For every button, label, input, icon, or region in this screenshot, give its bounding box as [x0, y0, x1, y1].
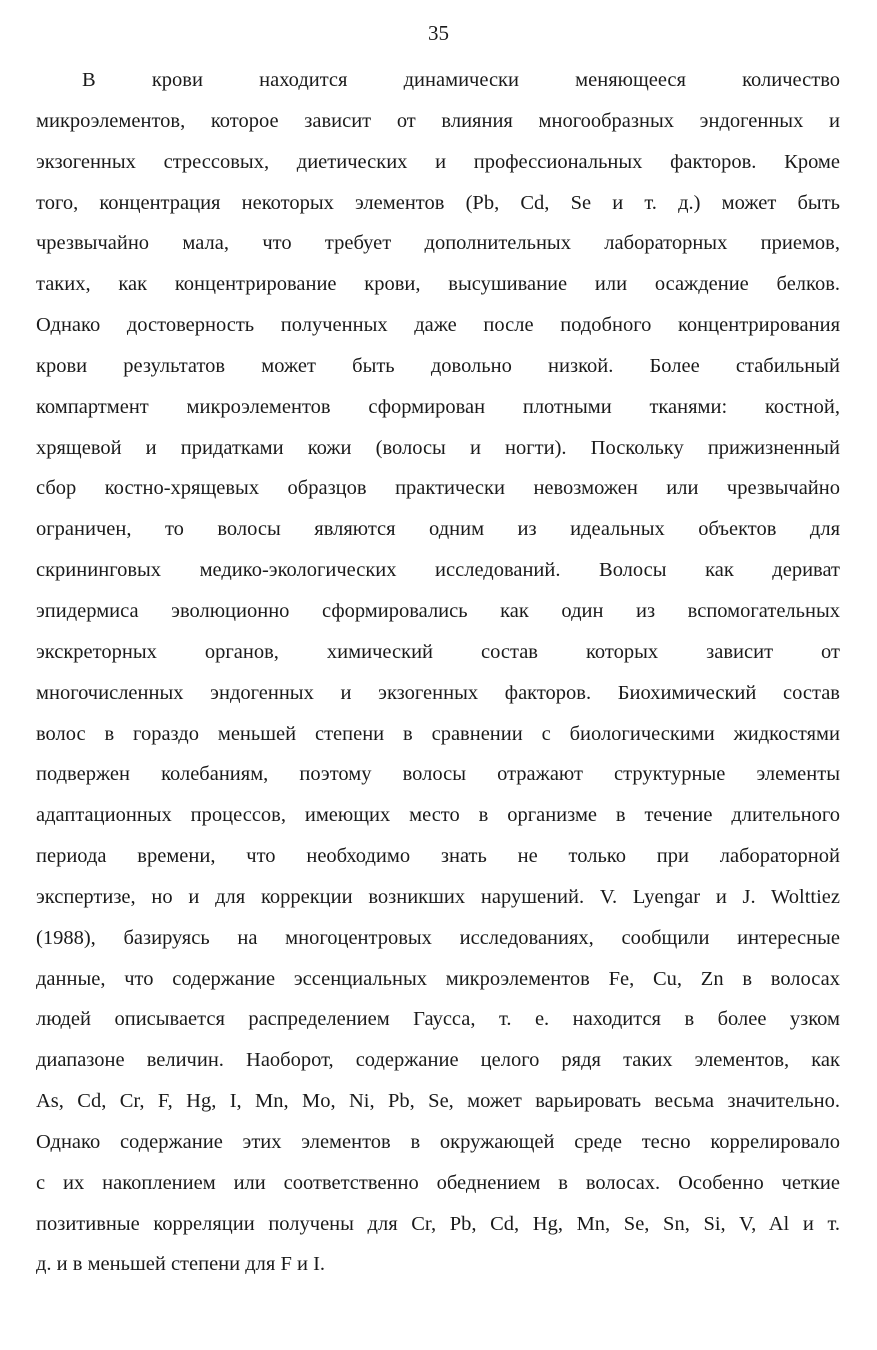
text-line: волос в гораздо меньшей степени в сравнении с биологическими жидкостями	[36, 722, 840, 745]
text-line: д. и в меньшей степени для F и I.	[36, 1253, 326, 1276]
text-line: (1988), базируясь на многоцентровых исследованиях, сообщили интересные	[36, 926, 840, 949]
text-line: того, концентрация некоторых элементов (Pb, Cd, Se и т. д.) может быть	[36, 191, 840, 214]
text-line: экзогенных стрессовых, диетических и профессиональных факторов. Кроме	[36, 150, 840, 173]
text-line: крови результатов может быть довольно низкой. Более стабильный	[36, 354, 840, 377]
text-line: данные, что содержание эссенциальных микроэлементов Fe, Cu, Zn в волосах	[36, 967, 840, 990]
text-line: сбор костно-хрящевых образцов практически невозможен или чрезвычайно	[36, 477, 840, 500]
text-line: ограничен, то волосы являются одним из идеальных объектов для	[36, 518, 840, 541]
text-line: периода времени, что необходимо знать не только при лабораторной	[36, 845, 840, 868]
text-line: хрящевой и придатками кожи (волосы и ногти). Поскольку прижизненный	[36, 436, 840, 459]
text-line: многочисленных эндогенных и экзогенных факторов. Биохимический состав	[36, 681, 840, 704]
text-line: As, Cd, Cr, F, Hg, I, Mn, Mo, Ni, Pb, Se, может варьировать весьма значительно.	[36, 1090, 840, 1113]
text-line: микроэлементов, которое зависит от влияния многообразных эндогенных и	[36, 109, 840, 132]
text-line: компартмент микроэлементов сформирован плотными тканями: костной,	[36, 395, 840, 418]
text-line: чрезвычайно мала, что требует дополнительных лабораторных приемов,	[36, 232, 840, 255]
text-line: Однако достоверность полученных даже после подобного концентрирования	[36, 314, 840, 337]
body-paragraph	[36, 60, 840, 1285]
text-line: экспертизе, но и для коррекции возникших нарушений. V. Lyengar и J. Wolttiez	[36, 885, 840, 908]
page-number: 35	[428, 21, 449, 45]
text-line: экскреторных органов, химический состав которых зависит от	[36, 640, 840, 663]
text-line: Однако содержание этих элементов в окружающей среде тесно коррелировало	[36, 1130, 840, 1153]
text-line: эпидермиса эволюционно сформировались как один из вспомогательных	[36, 599, 840, 622]
text-line: людей описывается распределением Гаусса, т. е. находится в более узком	[36, 1008, 840, 1031]
text-line: таких, как концентрирование крови, высушивание или осаждение белков.	[36, 273, 840, 296]
text-line: диапазоне величин. Наоборот, содержание целого рядя таких элементов, как	[36, 1049, 840, 1072]
text-line: подвержен колебаниям, поэтому волосы отражают структурные элементы	[36, 763, 840, 786]
text-line: позитивные корреляции получены для Cr, Pb, Cd, Hg, Mn, Se, Sn, Si, V, Al и т.	[36, 1212, 840, 1235]
text-line: скрининговых медико-экологических исследований. Волосы как дериват	[36, 559, 840, 582]
text-line: с их накоплением или соответственно обеднением в волосах. Особенно четкие	[36, 1171, 840, 1194]
text-line: В крови находится динамически меняющееся количество	[82, 69, 840, 91]
text-line: адаптационных процессов, имеющих место в организме в течение длительного	[36, 804, 840, 827]
